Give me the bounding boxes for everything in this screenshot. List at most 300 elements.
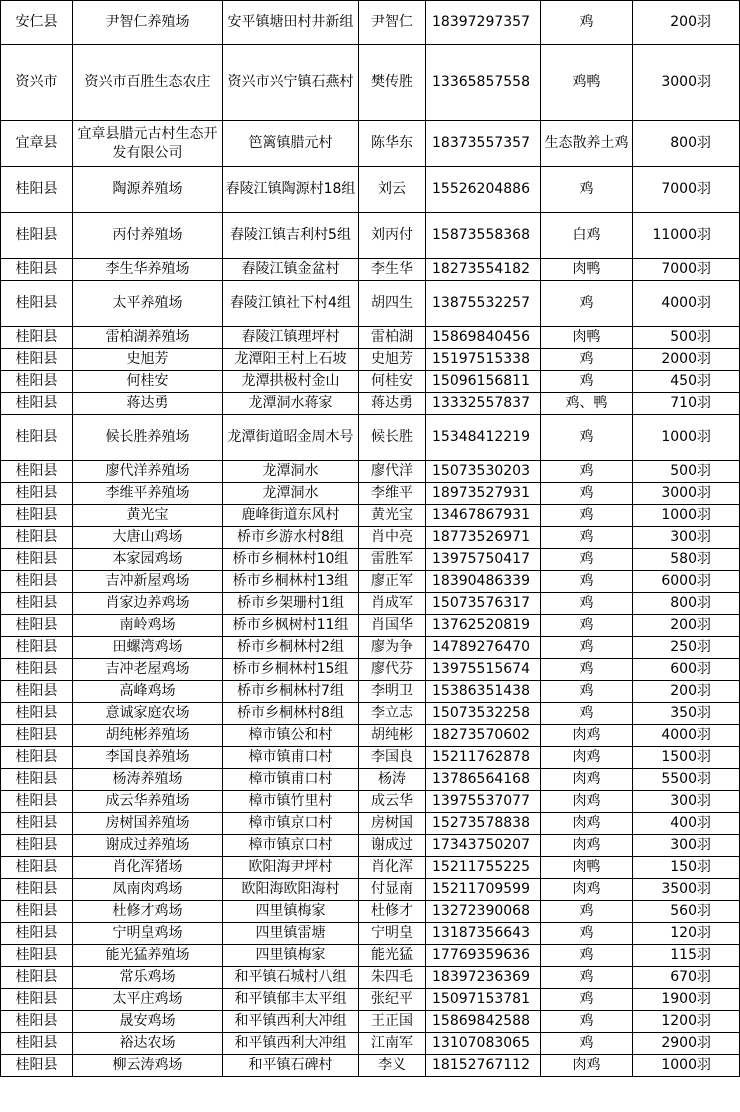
phone-cell: 13975750417 xyxy=(426,549,541,571)
address-cell: 桥市乡桐林村7组 xyxy=(223,681,359,703)
contact-cell: 候长胜 xyxy=(359,415,426,461)
county-cell: 桂阳县 xyxy=(1,571,73,593)
farm-name-cell: 候长胜养殖场 xyxy=(73,415,223,461)
farm-name-cell: 晟安鸡场 xyxy=(73,1011,223,1033)
count-cell: 1900羽 xyxy=(633,989,740,1011)
species-cell: 鸡 xyxy=(541,415,633,461)
count-cell: 4000羽 xyxy=(633,281,740,327)
count-cell: 5500羽 xyxy=(633,769,740,791)
table-row xyxy=(1,45,740,121)
table-row xyxy=(1,857,740,879)
address-cell: 桥市乡桐林村8组 xyxy=(223,703,359,725)
county-cell: 桂阳县 xyxy=(1,1033,73,1055)
address-cell: 资兴市兴宁镇石燕村 xyxy=(223,45,359,121)
count-cell: 120羽 xyxy=(633,923,740,945)
address-cell: 桥市乡桐林村15组 xyxy=(223,659,359,681)
farm-name-cell: 柳云涛鸡场 xyxy=(73,1055,223,1077)
species-cell: 鸡 xyxy=(541,989,633,1011)
count-cell: 800羽 xyxy=(633,593,740,615)
contact-cell: 宁明皇 xyxy=(359,923,426,945)
farm-name-cell: 蒋达勇 xyxy=(73,393,223,415)
species-cell: 鸡 xyxy=(541,371,633,393)
county-cell: 桂阳县 xyxy=(1,1055,73,1077)
species-cell: 肉鸡 xyxy=(541,813,633,835)
count-cell: 500羽 xyxy=(633,327,740,349)
table-row xyxy=(1,1,740,45)
species-cell: 鸡 xyxy=(541,615,633,637)
county-cell: 桂阳县 xyxy=(1,703,73,725)
phone-cell: 13107083065 xyxy=(426,1033,541,1055)
count-cell: 6000羽 xyxy=(633,571,740,593)
count-cell: 500羽 xyxy=(633,461,740,483)
species-cell: 鸡 xyxy=(541,505,633,527)
species-cell: 肉鸭 xyxy=(541,857,633,879)
count-cell: 250羽 xyxy=(633,637,740,659)
phone-cell: 13332557837 xyxy=(426,393,541,415)
count-cell: 7000羽 xyxy=(633,259,740,281)
farm-name-cell: 杨涛养殖场 xyxy=(73,769,223,791)
table-row xyxy=(1,505,740,527)
count-cell: 7000羽 xyxy=(633,167,740,213)
address-cell: 樟市镇公和村 xyxy=(223,725,359,747)
contact-cell: 李生华 xyxy=(359,259,426,281)
count-cell: 200羽 xyxy=(633,681,740,703)
county-cell: 桂阳县 xyxy=(1,549,73,571)
county-cell: 桂阳县 xyxy=(1,769,73,791)
contact-cell: 付显南 xyxy=(359,879,426,901)
farm-name-cell: 成云华养殖场 xyxy=(73,791,223,813)
species-cell: 鸡 xyxy=(541,703,633,725)
address-cell: 安平镇塘田村井新组 xyxy=(223,1,359,45)
table-row xyxy=(1,659,740,681)
phone-cell: 13187356643 xyxy=(426,923,541,945)
farm-name-cell: 陶源养殖场 xyxy=(73,167,223,213)
species-cell: 鸡 xyxy=(541,167,633,213)
farm-name-cell: 本家园鸡场 xyxy=(73,549,223,571)
county-cell: 桂阳县 xyxy=(1,527,73,549)
contact-cell: 李立志 xyxy=(359,703,426,725)
count-cell: 3000羽 xyxy=(633,483,740,505)
table-row xyxy=(1,1011,740,1033)
county-cell: 桂阳县 xyxy=(1,879,73,901)
species-cell: 鸡 xyxy=(541,945,633,967)
farm-name-cell: 李国良养殖场 xyxy=(73,747,223,769)
address-cell: 舂陵江镇金盆村 xyxy=(223,259,359,281)
contact-cell: 李明卫 xyxy=(359,681,426,703)
address-cell: 笆篱镇腊元村 xyxy=(223,121,359,167)
county-cell: 桂阳县 xyxy=(1,747,73,769)
count-cell: 300羽 xyxy=(633,791,740,813)
contact-cell: 廖为争 xyxy=(359,637,426,659)
table-row xyxy=(1,121,740,167)
phone-cell: 13762520819 xyxy=(426,615,541,637)
table-row xyxy=(1,167,740,213)
county-cell: 资兴市 xyxy=(1,45,73,121)
farm-name-cell: 谢成过养殖场 xyxy=(73,835,223,857)
species-cell: 鸡 xyxy=(541,281,633,327)
phone-cell: 18152767112 xyxy=(426,1055,541,1077)
phone-cell: 15073532258 xyxy=(426,703,541,725)
address-cell: 桥市乡游水村8组 xyxy=(223,527,359,549)
contact-cell: 胡纯彬 xyxy=(359,725,426,747)
farm-name-cell: 裕达农场 xyxy=(73,1033,223,1055)
species-cell: 肉鸭 xyxy=(541,259,633,281)
count-cell: 400羽 xyxy=(633,813,740,835)
farm-name-cell: 何桂安 xyxy=(73,371,223,393)
count-cell: 600羽 xyxy=(633,659,740,681)
farm-name-cell: 田螺湾鸡场 xyxy=(73,637,223,659)
farm-name-cell: 房树国养殖场 xyxy=(73,813,223,835)
contact-cell: 史旭芳 xyxy=(359,349,426,371)
table-row xyxy=(1,615,740,637)
phone-cell: 15097153781 xyxy=(426,989,541,1011)
species-cell: 鸡 xyxy=(541,1011,633,1033)
contact-cell: 廖代洋 xyxy=(359,461,426,483)
species-cell: 肉鸡 xyxy=(541,835,633,857)
farm-name-cell: 宜章县腊元古村生态开发有限公司 xyxy=(73,121,223,167)
county-cell: 桂阳县 xyxy=(1,393,73,415)
phone-cell: 15869840456 xyxy=(426,327,541,349)
table-row xyxy=(1,259,740,281)
county-cell: 桂阳县 xyxy=(1,615,73,637)
contact-cell: 杜修才 xyxy=(359,901,426,923)
county-cell: 桂阳县 xyxy=(1,461,73,483)
county-cell: 桂阳县 xyxy=(1,371,73,393)
address-cell: 鹿峰街道东风村 xyxy=(223,505,359,527)
contact-cell: 尹智仁 xyxy=(359,1,426,45)
address-cell: 舂陵江镇社下村4组 xyxy=(223,281,359,327)
count-cell: 1000羽 xyxy=(633,1055,740,1077)
address-cell: 龙潭洞水 xyxy=(223,461,359,483)
contact-cell: 何桂安 xyxy=(359,371,426,393)
count-cell: 1200羽 xyxy=(633,1011,740,1033)
phone-cell: 15211762878 xyxy=(426,747,541,769)
contact-cell: 廖代芬 xyxy=(359,659,426,681)
county-cell: 桂阳县 xyxy=(1,213,73,259)
farm-name-cell: 肖家边养鸡场 xyxy=(73,593,223,615)
contact-cell: 李义 xyxy=(359,1055,426,1077)
address-cell: 樟市镇竹里村 xyxy=(223,791,359,813)
table-row xyxy=(1,213,740,259)
county-cell: 桂阳县 xyxy=(1,967,73,989)
farm-name-cell: 南岭鸡场 xyxy=(73,615,223,637)
species-cell: 鸡 xyxy=(541,923,633,945)
species-cell: 肉鸡 xyxy=(541,769,633,791)
phone-cell: 15869842588 xyxy=(426,1011,541,1033)
species-cell: 鸡 xyxy=(541,1,633,45)
table-row xyxy=(1,571,740,593)
phone-cell: 13975515674 xyxy=(426,659,541,681)
contact-cell: 雷胜军 xyxy=(359,549,426,571)
county-cell: 安仁县 xyxy=(1,1,73,45)
count-cell: 2000羽 xyxy=(633,349,740,371)
count-cell: 11000羽 xyxy=(633,213,740,259)
species-cell: 鸡 xyxy=(541,967,633,989)
table-row xyxy=(1,901,740,923)
table-row xyxy=(1,703,740,725)
species-cell: 鸡 xyxy=(541,461,633,483)
phone-cell: 15386351438 xyxy=(426,681,541,703)
table-row xyxy=(1,769,740,791)
species-cell: 肉鸡 xyxy=(541,747,633,769)
species-cell: 鸡、鸭 xyxy=(541,393,633,415)
species-cell: 鸡 xyxy=(541,901,633,923)
county-cell: 桂阳县 xyxy=(1,989,73,1011)
count-cell: 2900羽 xyxy=(633,1033,740,1055)
address-cell: 樟市镇京口村 xyxy=(223,835,359,857)
farm-name-cell: 凤南肉鸡场 xyxy=(73,879,223,901)
county-cell: 桂阳县 xyxy=(1,681,73,703)
contact-cell: 李国良 xyxy=(359,747,426,769)
phone-cell: 15073530203 xyxy=(426,461,541,483)
farm-name-cell: 太平养殖场 xyxy=(73,281,223,327)
count-cell: 580羽 xyxy=(633,549,740,571)
phone-cell: 15096156811 xyxy=(426,371,541,393)
table-row xyxy=(1,747,740,769)
county-cell: 桂阳县 xyxy=(1,945,73,967)
address-cell: 桥市乡桐林村2组 xyxy=(223,637,359,659)
table-row xyxy=(1,461,740,483)
contact-cell: 肖国华 xyxy=(359,615,426,637)
phone-cell: 18397297357 xyxy=(426,1,541,45)
farm-name-cell: 能光猛养殖场 xyxy=(73,945,223,967)
table-row xyxy=(1,967,740,989)
county-cell: 桂阳县 xyxy=(1,659,73,681)
species-cell: 白鸡 xyxy=(541,213,633,259)
address-cell: 欧阳海欧阳海村 xyxy=(223,879,359,901)
table-row xyxy=(1,281,740,327)
farm-name-cell: 黄光宝 xyxy=(73,505,223,527)
contact-cell: 王正国 xyxy=(359,1011,426,1033)
address-cell: 四里镇雷塘 xyxy=(223,923,359,945)
phone-cell: 13272390068 xyxy=(426,901,541,923)
count-cell: 1000羽 xyxy=(633,415,740,461)
address-cell: 桥市乡架珊村1组 xyxy=(223,593,359,615)
phone-cell: 13467867931 xyxy=(426,505,541,527)
farm-name-cell: 大唐山鸡场 xyxy=(73,527,223,549)
farm-name-cell: 尹智仁养殖场 xyxy=(73,1,223,45)
phone-cell: 14789276470 xyxy=(426,637,541,659)
address-cell: 舂陵江镇陶源村18组 xyxy=(223,167,359,213)
species-cell: 鸡 xyxy=(541,483,633,505)
species-cell: 鸡 xyxy=(541,571,633,593)
species-cell: 鸡鸭 xyxy=(541,45,633,121)
contact-cell: 廖正军 xyxy=(359,571,426,593)
address-cell: 桥市乡桐林村10组 xyxy=(223,549,359,571)
count-cell: 115羽 xyxy=(633,945,740,967)
count-cell: 150羽 xyxy=(633,857,740,879)
table-row xyxy=(1,813,740,835)
phone-cell: 17343750207 xyxy=(426,835,541,857)
species-cell: 肉鸡 xyxy=(541,1055,633,1077)
county-cell: 桂阳县 xyxy=(1,167,73,213)
farm-name-cell: 杜修才鸡场 xyxy=(73,901,223,923)
county-cell: 桂阳县 xyxy=(1,593,73,615)
county-cell: 桂阳县 xyxy=(1,901,73,923)
count-cell: 800羽 xyxy=(633,121,740,167)
contact-cell: 成云华 xyxy=(359,791,426,813)
phone-cell: 15273578838 xyxy=(426,813,541,835)
county-cell: 桂阳县 xyxy=(1,923,73,945)
county-cell: 桂阳县 xyxy=(1,415,73,461)
farm-name-cell: 李维平养殖场 xyxy=(73,483,223,505)
count-cell: 3000羽 xyxy=(633,45,740,121)
table-row xyxy=(1,371,740,393)
address-cell: 和平镇郁丰太平组 xyxy=(223,989,359,1011)
table-row xyxy=(1,879,740,901)
table-row xyxy=(1,989,740,1011)
phone-cell: 15211755225 xyxy=(426,857,541,879)
table-row xyxy=(1,349,740,371)
count-cell: 450羽 xyxy=(633,371,740,393)
table-row xyxy=(1,593,740,615)
farm-name-cell: 史旭芳 xyxy=(73,349,223,371)
farm-name-cell: 丙付养殖场 xyxy=(73,213,223,259)
table-row xyxy=(1,415,740,461)
address-cell: 四里镇梅家 xyxy=(223,945,359,967)
count-cell: 670羽 xyxy=(633,967,740,989)
table-row xyxy=(1,393,740,415)
table-row xyxy=(1,637,740,659)
phone-cell: 18397236369 xyxy=(426,967,541,989)
species-cell: 肉鸡 xyxy=(541,725,633,747)
contact-cell: 黄光宝 xyxy=(359,505,426,527)
species-cell: 鸡 xyxy=(541,659,633,681)
address-cell: 和平镇石城村八组 xyxy=(223,967,359,989)
address-cell: 和平镇西利大冲组 xyxy=(223,1033,359,1055)
phone-cell: 18390486339 xyxy=(426,571,541,593)
farm-name-cell: 资兴市百胜生态农庄 xyxy=(73,45,223,121)
table-row xyxy=(1,1033,740,1055)
phone-cell: 17769359636 xyxy=(426,945,541,967)
farm-name-cell: 常乐鸡场 xyxy=(73,967,223,989)
farm-name-cell: 雷柏湖养殖场 xyxy=(73,327,223,349)
count-cell: 1000羽 xyxy=(633,505,740,527)
address-cell: 樟市镇甫口村 xyxy=(223,769,359,791)
species-cell: 鸡 xyxy=(541,637,633,659)
county-cell: 桂阳县 xyxy=(1,259,73,281)
address-cell: 和平镇石碑村 xyxy=(223,1055,359,1077)
address-cell: 四里镇梅家 xyxy=(223,901,359,923)
phone-cell: 15526204886 xyxy=(426,167,541,213)
count-cell: 200羽 xyxy=(633,1,740,45)
table-row xyxy=(1,1055,740,1077)
phone-cell: 15873558368 xyxy=(426,213,541,259)
contact-cell: 樊传胜 xyxy=(359,45,426,121)
phone-cell: 15348412219 xyxy=(426,415,541,461)
farm-name-cell: 吉冲老屋鸡场 xyxy=(73,659,223,681)
count-cell: 710羽 xyxy=(633,393,740,415)
contact-cell: 房树国 xyxy=(359,813,426,835)
farm-name-cell: 意诚家庭农场 xyxy=(73,703,223,725)
species-cell: 鸡 xyxy=(541,1033,633,1055)
contact-cell: 能光猛 xyxy=(359,945,426,967)
farm-table-body xyxy=(1,1,740,1077)
contact-cell: 陈华东 xyxy=(359,121,426,167)
contact-cell: 肖化浑 xyxy=(359,857,426,879)
phone-cell: 15211709599 xyxy=(426,879,541,901)
farm-name-cell: 肖化浑猪场 xyxy=(73,857,223,879)
address-cell: 龙潭拱极村金山 xyxy=(223,371,359,393)
county-cell: 桂阳县 xyxy=(1,483,73,505)
phone-cell: 15197515338 xyxy=(426,349,541,371)
species-cell: 鸡 xyxy=(541,527,633,549)
table-row xyxy=(1,527,740,549)
contact-cell: 李维平 xyxy=(359,483,426,505)
county-cell: 桂阳县 xyxy=(1,791,73,813)
county-cell: 桂阳县 xyxy=(1,1011,73,1033)
farm-name-cell: 高峰鸡场 xyxy=(73,681,223,703)
county-cell: 桂阳县 xyxy=(1,349,73,371)
address-cell: 舂陵江镇理坪村 xyxy=(223,327,359,349)
count-cell: 560羽 xyxy=(633,901,740,923)
phone-cell: 13786564168 xyxy=(426,769,541,791)
phone-cell: 18273570602 xyxy=(426,725,541,747)
contact-cell: 胡四生 xyxy=(359,281,426,327)
contact-cell: 刘丙付 xyxy=(359,213,426,259)
count-cell: 200羽 xyxy=(633,615,740,637)
table-row xyxy=(1,681,740,703)
contact-cell: 蒋达勇 xyxy=(359,393,426,415)
count-cell: 4000羽 xyxy=(633,725,740,747)
county-cell: 桂阳县 xyxy=(1,835,73,857)
contact-cell: 杨涛 xyxy=(359,769,426,791)
address-cell: 舂陵江镇吉利村5组 xyxy=(223,213,359,259)
farm-name-cell: 吉冲新屋鸡场 xyxy=(73,571,223,593)
county-cell: 桂阳县 xyxy=(1,725,73,747)
table-row xyxy=(1,725,740,747)
species-cell: 肉鸡 xyxy=(541,879,633,901)
address-cell: 和平镇西利大冲组 xyxy=(223,1011,359,1033)
table-row xyxy=(1,923,740,945)
phone-cell: 15073576317 xyxy=(426,593,541,615)
species-cell: 鸡 xyxy=(541,549,633,571)
address-cell: 龙潭阳王村上石坡 xyxy=(223,349,359,371)
county-cell: 桂阳县 xyxy=(1,327,73,349)
phone-cell: 13365857558 xyxy=(426,45,541,121)
phone-cell: 13875532257 xyxy=(426,281,541,327)
contact-cell: 张纪平 xyxy=(359,989,426,1011)
farm-name-cell: 宁明皇鸡场 xyxy=(73,923,223,945)
county-cell: 桂阳县 xyxy=(1,637,73,659)
address-cell: 桥市乡桐林村13组 xyxy=(223,571,359,593)
table-row xyxy=(1,835,740,857)
count-cell: 350羽 xyxy=(633,703,740,725)
address-cell: 龙潭街道昭金周木号 xyxy=(223,415,359,461)
phone-cell: 13975537077 xyxy=(426,791,541,813)
phone-cell: 18773526971 xyxy=(426,527,541,549)
species-cell: 鸡 xyxy=(541,349,633,371)
table-row xyxy=(1,483,740,505)
county-cell: 宜章县 xyxy=(1,121,73,167)
county-cell: 桂阳县 xyxy=(1,505,73,527)
county-cell: 桂阳县 xyxy=(1,813,73,835)
table-row xyxy=(1,327,740,349)
contact-cell: 朱四毛 xyxy=(359,967,426,989)
table-row xyxy=(1,791,740,813)
contact-cell: 谢成过 xyxy=(359,835,426,857)
farm-name-cell: 胡纯彬养殖场 xyxy=(73,725,223,747)
contact-cell: 雷柏湖 xyxy=(359,327,426,349)
species-cell: 鸡 xyxy=(541,681,633,703)
contact-cell: 肖成军 xyxy=(359,593,426,615)
species-cell: 生态散养土鸡 xyxy=(541,121,633,167)
count-cell: 300羽 xyxy=(633,835,740,857)
phone-cell: 18373557357 xyxy=(426,121,541,167)
address-cell: 龙潭洞水蒋家 xyxy=(223,393,359,415)
count-cell: 1500羽 xyxy=(633,747,740,769)
species-cell: 肉鸭 xyxy=(541,327,633,349)
